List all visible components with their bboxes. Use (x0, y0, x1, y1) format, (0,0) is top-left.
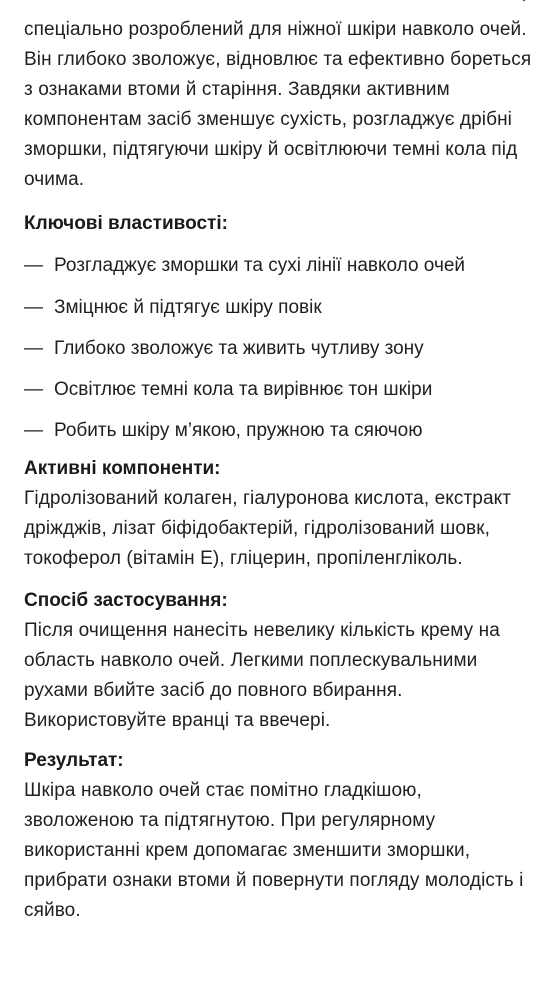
list-item (24, 334, 534, 364)
list-item-text: Глибоко зволожує та живить чутливу зону (54, 338, 424, 359)
article-content (24, 15, 534, 926)
dash-bullet: — (24, 379, 43, 400)
list-item-text: Освітлює темні кола та вирівнює тон шкіри (54, 379, 433, 400)
list-item-text: Розгладжує зморшки та сухі лінії навколо очей (54, 255, 466, 276)
ingredients-heading: Активні компоненти: (24, 458, 221, 479)
list-item-text: Зміцнює й підтягує шкіру повік (54, 297, 322, 318)
dash-bullet: — (24, 420, 43, 441)
properties-heading: Ключові властивості: (24, 213, 228, 234)
partial-icon (514, 0, 544, 6)
list-item (24, 251, 534, 281)
list-item (24, 293, 534, 323)
dash-bullet: — (24, 338, 43, 359)
intro-paragraph: спеціально розроблений для ніжної шкіри навколо очей. Він глибоко зволожує, відновлює та ефективно бореться з ознаками втоми й старіння. Завдяки активним компонентам засіб зменшує сухість, розгладжує дрібні зморшки, підтягуючи шкіру й освітлюючи темні кола під очима. (24, 19, 532, 190)
usage-paragraph: Після очищення нанесіть невелику кількість крему на область навколо очей. Легкими поплескувальними рухами вбийте засіб до повного вбирання. Використовуйте вранці та ввечері. (24, 620, 500, 731)
list-item (24, 375, 534, 405)
dash-bullet: — (24, 297, 43, 318)
result-paragraph: Шкіра навколо очей стає помітно гладкішою, зволоженою та підтягнутою. При регулярному використанні крем допомагає зменшити зморшки, прибрати ознаки втоми й повернути погляду молодість і сяйво. (24, 780, 524, 921)
ingredients-paragraph: Гідролізований колаген, гіалуронова кислота, екстракт дріжджів, лізат біфідобактерій, гідролізований шовк, токоферол (вітамін Е), гліцерин, пропіленгліколь. (24, 488, 512, 569)
properties-list (24, 251, 534, 446)
list-item (24, 416, 534, 446)
partial-icon-svg (514, 0, 544, 6)
dash-bullet: — (24, 255, 43, 276)
usage-heading: Спосіб застосування: (24, 590, 228, 611)
list-item-text: Робить шкіру м’якою, пружною та сяючою (54, 420, 423, 441)
result-heading: Результат: (24, 750, 124, 771)
